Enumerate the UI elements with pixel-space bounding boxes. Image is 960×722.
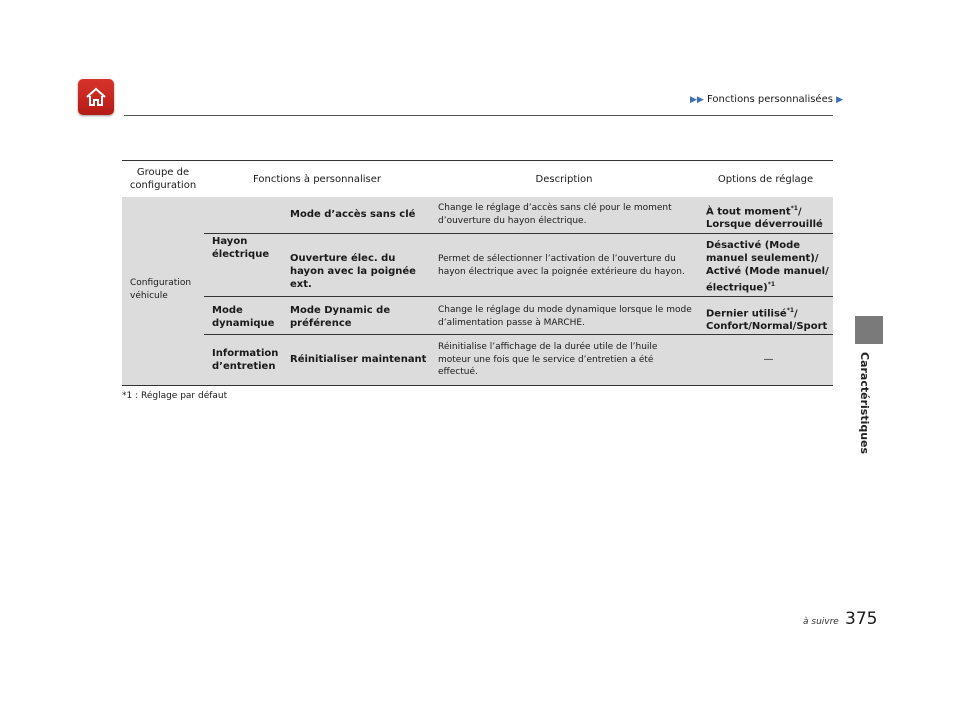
header-rule <box>124 115 833 116</box>
function-label: Ouverture élec. du hayon avec la poignée ext. <box>290 253 416 290</box>
header-group: Groupe de configuration <box>129 167 197 191</box>
row-divider <box>204 233 833 234</box>
section-tab <box>855 316 883 344</box>
home-icon <box>84 85 108 109</box>
category-information: Information d’entretien <box>212 348 279 372</box>
function-label: Mode Dynamic de préférence <box>290 305 391 329</box>
option-values: Dernier utilisé$^{*1}$/ Confort/Normal/Sport <box>706 307 828 333</box>
function-description: Change le réglage d’accès sans clé pour le moment d’ouverture du hayon électrique. <box>438 203 672 226</box>
breadcrumb[interactable] <box>690 94 843 105</box>
table-body <box>122 197 833 386</box>
function-label: Réinitialiser maintenant <box>290 354 427 365</box>
row-divider <box>204 334 833 335</box>
home-button[interactable] <box>78 79 114 115</box>
header-functions: Fonctions à personnaliser <box>253 173 381 185</box>
function-description: Permet de sélectionner l’activation de l’ouverture du hayon électrique avec la poignée extérieure du hayon. <box>438 254 685 277</box>
page-number: 375 <box>845 609 878 629</box>
function-description: Change le réglage du mode dynamique lorsque le mode d’alimentation passe à MARCHE. <box>438 305 692 328</box>
table-header <box>122 160 833 198</box>
option-values: — <box>763 354 774 365</box>
option-values: Désactivé (Mode manuel seulement)/ Activé (Mode manuel/ électrique)$^{*1}$ <box>706 240 829 294</box>
header-options: Options de réglage <box>717 173 814 185</box>
continue-label: à suivre <box>803 617 839 627</box>
breadcrumb-arrow-icon: ▶ <box>836 95 844 105</box>
section-label: Caractéristiques <box>858 352 871 455</box>
footnote: *1 : Réglage par défaut <box>122 391 228 401</box>
breadcrumb-arrow-icon: ▶▶ <box>690 95 704 105</box>
header-description: Description <box>535 173 593 185</box>
function-label: Mode d’accès sans clé <box>290 209 416 220</box>
row-divider <box>204 296 833 297</box>
option-values: À tout moment$^{*1}$/ Lorsque déverrouillé <box>706 205 823 231</box>
category-mode: Mode dynamique <box>212 305 275 329</box>
group-label: Configuration véhicule <box>130 278 192 301</box>
breadcrumb-label: Fonctions personnalisées <box>707 94 833 105</box>
function-description: Réinitialise l’affichage de la durée utile de l’huile moteur une fois que le service d’entretien a été effectué. <box>438 342 658 377</box>
category-hayon: Hayon électrique <box>212 236 270 260</box>
